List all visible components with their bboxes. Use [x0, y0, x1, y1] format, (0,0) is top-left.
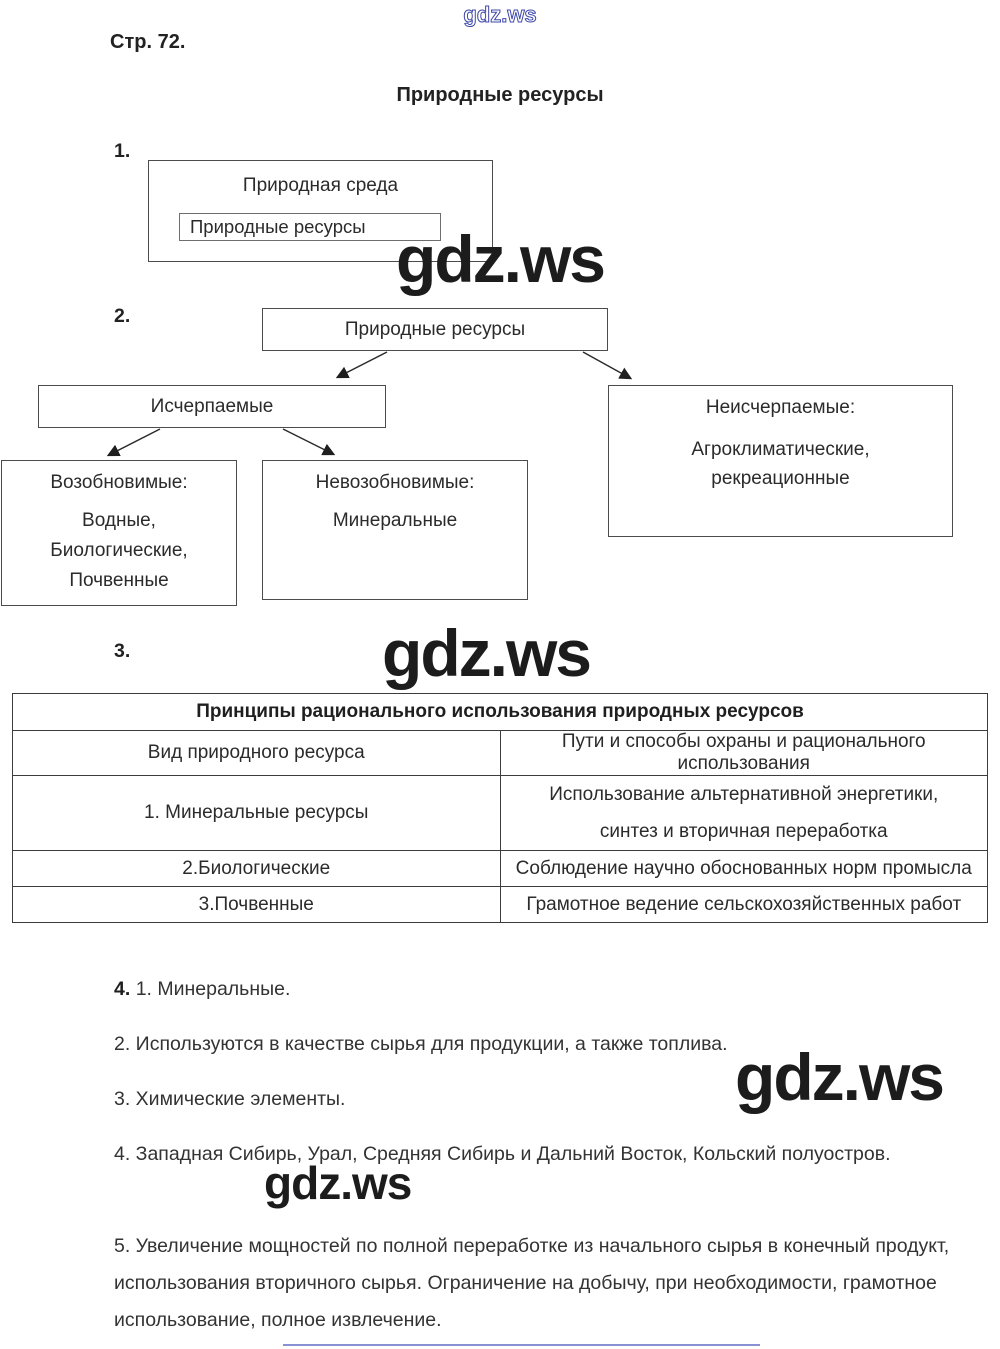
box-label: Неисчерпаемые: — [705, 397, 856, 418]
box-label: Природные ресурсы — [344, 318, 526, 340]
table-row — [13, 887, 988, 923]
arrow-exhaustible-to-nonrenewable — [283, 429, 333, 454]
section-2-number: 2. — [114, 305, 131, 327]
table-title-row — [13, 694, 988, 731]
table-row — [13, 851, 988, 887]
box-line: рекреационные — [711, 468, 850, 489]
arrow-exhaustible-to-renewable — [109, 429, 160, 455]
box-label: Исчерпаемые — [150, 395, 274, 417]
answer-text: 5. Увеличение мощностей по полной переработке из начального сырья в конечный продукт, использования вторичного сырья. Ограничение на добычу, при необходимости, грамотное использование, полное извлечение. — [114, 1235, 950, 1331]
diagram-box-exhaustible — [38, 385, 386, 428]
answer-item-1 — [114, 971, 959, 1008]
answer-text: 4. Западная Сибирь, Урал, Средняя Сибирь и Дальний Восток, Кольский полуостров. — [114, 1143, 891, 1165]
page-title: Природные ресурсы — [396, 84, 604, 106]
bottom-blue-line — [283, 1344, 760, 1346]
diagram-box-nonrenewable — [262, 460, 528, 600]
box-line: Биологические, — [50, 540, 188, 561]
arrow-root-to-exhaustible — [338, 352, 387, 377]
answer-text: 3. Химические элементы. — [114, 1088, 346, 1110]
section-4-number: 4. — [114, 978, 131, 1000]
answer-item-4 — [114, 1136, 894, 1173]
diagram-box-natural-resources — [262, 308, 608, 351]
table-cell: 2.Биологические — [13, 851, 501, 887]
box-line: Почвенные — [69, 570, 169, 591]
table-row — [13, 776, 988, 851]
box-line: Водные, — [82, 510, 156, 531]
box-label: Невозобновимые: — [315, 472, 475, 493]
box-line: Агроклиматические, — [691, 439, 870, 460]
principles-table — [12, 693, 988, 923]
table-title: Принципы рационального использования природных ресурсов — [13, 694, 988, 731]
table-cell: Грамотное ведение сельскохозяйственных работ — [500, 887, 988, 923]
column-header: Вид природного ресурса — [13, 731, 501, 776]
diagram-box-renewable — [1, 460, 237, 606]
answer-text: 1. Минеральные. — [135, 978, 291, 1000]
table-header-row — [13, 731, 988, 776]
table-cell: Использование альтернативной энергетики, синтез и вторичная переработка — [500, 776, 988, 851]
gdz-watermark-3: gdz.ws — [735, 1040, 944, 1114]
section-3-number: 3. — [114, 640, 131, 662]
gdz-watermark-4: gdz.ws — [264, 1157, 412, 1209]
section-1-number: 1. — [114, 140, 131, 162]
box-label: Природная среда — [242, 175, 399, 196]
box-line: Минеральные — [332, 510, 458, 531]
diagram-box-inexhaustible — [608, 385, 953, 537]
table-cell: Соблюдение научно обоснованных норм промысла — [500, 851, 988, 887]
gdz-watermark-1: gdz.ws — [396, 222, 605, 296]
answer-item-5 — [114, 1228, 959, 1339]
page-reference: Стр. 72. — [110, 31, 186, 53]
column-header: Пути и способы охраны и рационального использования — [500, 731, 988, 776]
table-cell: 3.Почвенные — [13, 887, 501, 923]
answer-text: 2. Используются в качестве сырья для продукции, а также топлива. — [114, 1033, 728, 1055]
gdz-watermark-2: gdz.ws — [382, 616, 591, 690]
arrow-root-to-inexhaustible — [583, 352, 630, 378]
gdz-watermark-top: gdz.ws — [463, 2, 537, 27]
box-label: Природные ресурсы — [190, 216, 366, 237]
box-label: Возобновимые: — [50, 472, 188, 493]
table-cell: 1. Минеральные ресурсы — [13, 776, 501, 851]
